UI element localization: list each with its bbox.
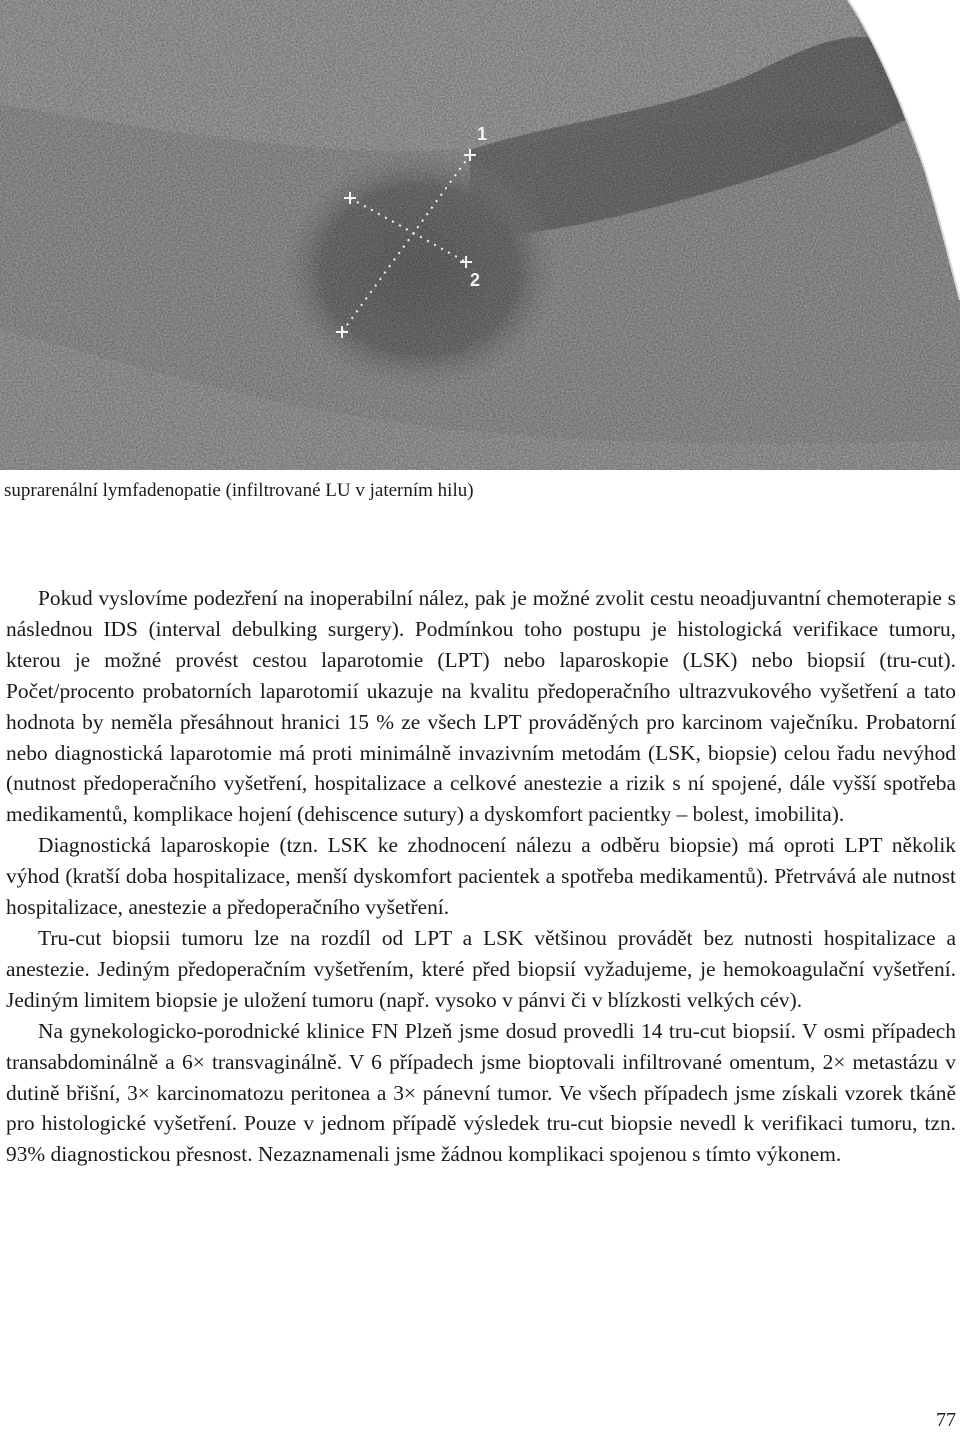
figure-caption: suprarenální lymfadenopatie (infiltrované LU v jaterním hilu) (4, 480, 474, 501)
paragraph: Diagnostická laparoskopie (tzn. LSK ke zhodnocení nálezu a odběru biopsie) má oproti LPT několik výhod (kratší doba hospitalizace, menší dyskomfort pacientek a spotřeba medikamentů). Přetrvává ale nutnost hospitalizace, anestezie a předoperačního vyšetření. (6, 833, 956, 920)
page-number: 77 (936, 1409, 956, 1431)
body-text (6, 583, 956, 1170)
marker-2-label: 2 (470, 270, 481, 290)
ultrasound-image (0, 0, 960, 470)
paragraph: Na gynekologicko-porodnické klinice FN Plzeň jsme dosud provedli 14 tru-cut biopsií. V osmi případech transabdominálně a 6× transvaginálně. V 6 případech jsme bioptovali infiltrované omentum, 2× metastázu v dutině břišní, 3× karcinomatozu peritonea a 3× pánevní tumor. Ve všech případech jsme získali vzorek tkáně pro histologické vyšetření. Pouze v jednom případě výsledek tru-cut biopsie nevedl k verifikaci tumoru, tzn. 93% diagnostickou přesnost. Nezaznamenali jsme žádnou komplikaci spojenou s tímto výkonem. (6, 1018, 956, 1167)
paragraph: Pokud vyslovíme podezření na inoperabilní nález, pak je možné zvolit cestu neoadjuvantní chemoterapie s následnou IDS (interval debulking surgery). Podmínkou toho postupu je histologická verifikace tumoru, kterou je možné provést cestou laparotomie (LPT) nebo laparoskopie (LSK) nebo biopsií (tru-cut). Počet/procento probatorních laparotomií ukazuje na kvalitu předoperačního ultrazvukového vyšetření a tato hodnota by neměla přesáhnout hranici 15 % ze všech LPT prováděných pro karcinom vaječníku. Probatorní nebo diagnostická laparotomie má proti minimálně invazivním metodám (LSK, biopsie) celou řadu nevýhod (nutnost předoperačního vyšetření, hospitalizace a celkové anestezie a rizik s ní spojené, dále vyšší spotřeba medikamentů, komplikace hojení (dehiscence sutury) a dyskomfort pacientky – bolest, imobilita). (6, 586, 956, 827)
marker-1-label: 1 (477, 124, 488, 144)
paragraph: Tru-cut biopsii tumoru lze na rozdíl od LPT a LSK většinou provádět bez nutnosti hospitalizace a anestezie. Jediným předoperačním vyšetřením, které před biopsií vyžadujeme, je hemokoagulační vyšetření. Jediným limitem biopsie je uložení tumoru (např. vysoko v pánvi či v blízkosti velkých cév). (6, 925, 956, 1012)
